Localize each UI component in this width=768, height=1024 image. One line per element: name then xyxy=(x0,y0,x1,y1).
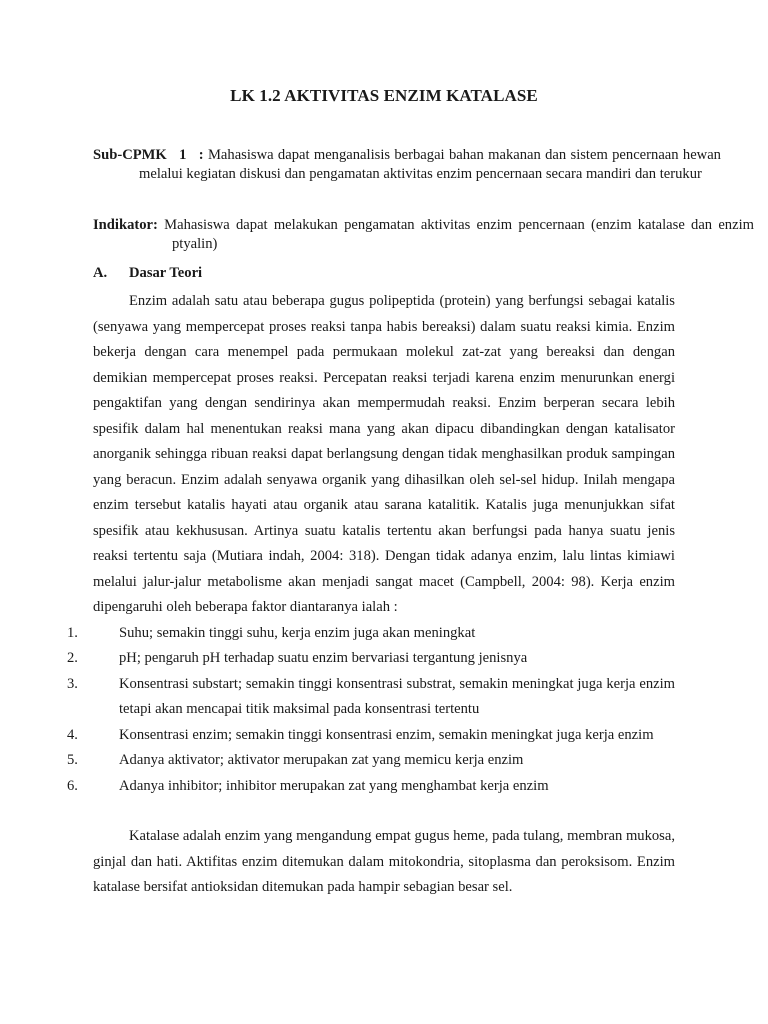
factor-list xyxy=(67,621,675,800)
indikator-block xyxy=(93,216,754,254)
list-item-number: 5. xyxy=(67,752,78,768)
list-item-number: 3. xyxy=(67,675,78,692)
list-item-number: 4. xyxy=(67,726,78,743)
document-title: LK 1.2 AKTIVITAS ENZIM KATALASE xyxy=(230,86,538,105)
list-item-text: pH; pengaruh pH terhadap suatu enzim bervariasi tergantung jenisnya xyxy=(119,650,528,666)
paragraph-katalase: Katalase adalah enzim yang mengandung empat gugus heme, pada tulang, membran mukosa, ginjal dan hati. Aktifitas enzim ditemukan dalam mitokondria, sitoplasma dan peroksisom. Enzim katalase bersifat antioksidan ditemukan pada hampir sebagian besar sel. xyxy=(93,828,675,895)
indikator-label: Indikator: xyxy=(93,217,158,233)
sub-cpmk-block xyxy=(93,146,721,184)
section-letter: A. xyxy=(93,265,108,281)
list-item xyxy=(67,723,675,749)
section-body xyxy=(67,289,675,901)
paragraph-dasar-teori: Enzim adalah satu atau beberapa gugus polipeptida (protein) yang berfungsi sebagai katalis (senyawa yang mempercepat proses reaksi tanpa habis bereaksi) dalam suatu reaksi kimia. Enzim bekerja dengan cara menempel pada permukaan molekul zat-zat yang bereaksi dan dengan demikian mempercepat proses reaksi. Percepatan reaksi terjadi karena enzim menurunkan energi pengaktifan yang dengan sendirinya akan mempermudah reaksi. Enzim berperan secara lebih spesifik dalam hal menentukan reaksi mana yang akan dipacu dibandingkan dengan katalisator anorganik sehingga ribuan reaksi dapat berlangsung dengan tidak menghasilkan produk sampingan yang beracun. Enzim adalah senyawa organik yang dihasilkan oleh sel-sel hidup. Inilah mengapa enzim tersebut katalis hayati atau organik atau sarana katalitik. Katalis juga menunjukkan sifat spesifik atau kekhususan. Artinya suatu katalis tertentu akan berfungsi pada hanya suatu jenis reaksi tertentu saja (Mutiara indah, 2004: 318). Dengan tidak adanya enzim, lalu lintas kimiawi melalui jalur-jalur metabolisme akan menjadi sangat macet (Campbell, 2004: 98). Kerja enzim dipengaruhi oleh beberapa faktor diantaranya ialah : xyxy=(93,293,675,615)
list-item-text: Konsentrasi enzim; semakin tinggi konsentrasi enzim, semakin meningkat juga kerja enzim xyxy=(119,726,654,743)
list-item xyxy=(67,748,675,774)
list-item-number: 6. xyxy=(67,777,78,794)
section-title: Dasar Teori xyxy=(129,265,203,281)
list-item xyxy=(67,672,675,723)
list-item xyxy=(67,621,675,647)
section-heading xyxy=(93,265,202,282)
list-item-text: Adanya inhibitor; inhibitor merupakan zat yang menghambat kerja enzim xyxy=(119,777,549,794)
sub-cpmk-label: Sub-CPMK 1 : xyxy=(93,147,204,163)
list-item-text: Konsentrasi substart; semakin tinggi konsentrasi substrat, semakin meningkat juga kerja enzim tetapi akan mencapai titik maksimal pada konsentrasi tertentu xyxy=(119,675,675,717)
indikator-text: Mahasiswa dapat melakukan pengamatan aktivitas enzim pencernaan (enzim katalase dan enzim ptyalin) xyxy=(164,217,754,252)
list-item-number: 1. xyxy=(67,624,78,641)
paragraph-gap xyxy=(93,799,675,824)
list-item xyxy=(67,774,675,800)
sub-cpmk-text: Mahasiswa dapat menganalisis berbagai bahan makanan dan sistem pencernaan hewan melalui kegiatan diskusi dan pengamatan aktivitas enzim pencernaan secara mandiri dan terukur xyxy=(139,147,721,182)
list-item xyxy=(67,646,675,672)
list-item-number: 2. xyxy=(67,650,78,666)
list-item-text: Suhu; semakin tinggi suhu, kerja enzim juga akan meningkat xyxy=(119,624,476,641)
list-item-text: Adanya aktivator; aktivator merupakan zat yang memicu kerja enzim xyxy=(119,752,524,768)
